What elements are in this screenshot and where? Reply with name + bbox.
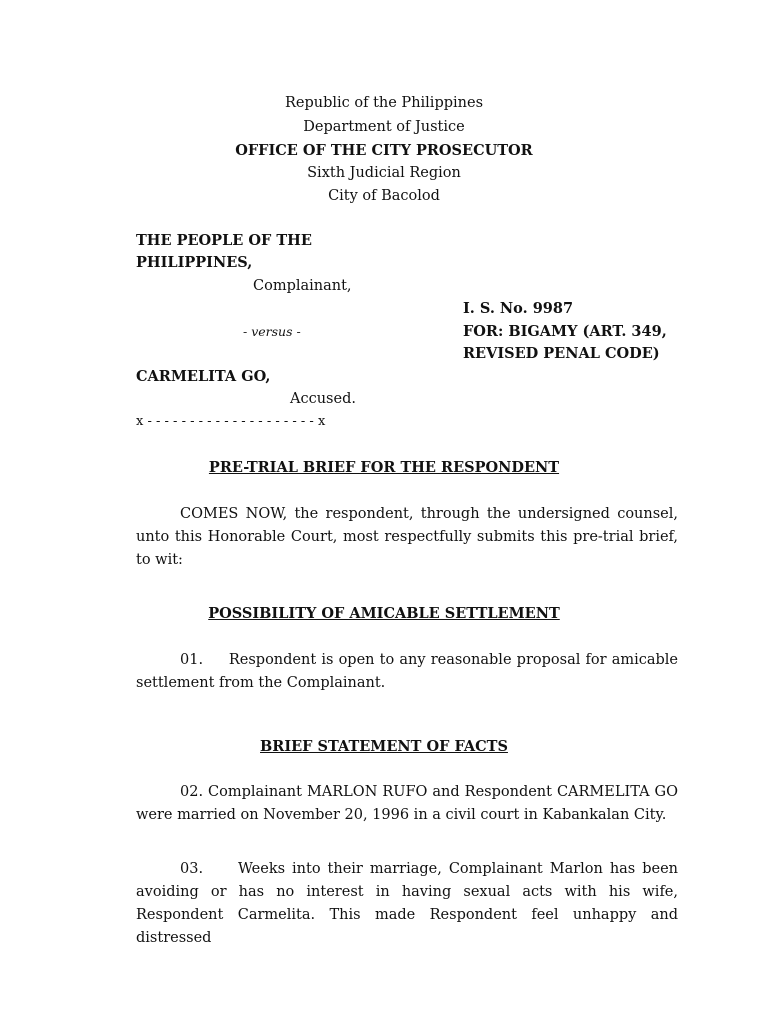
- section-heading-facts: BRIEF STATEMENT OF FACTS: [260, 738, 508, 755]
- header-city: City of Bacolod: [328, 188, 440, 204]
- paragraph-01-number: 01.: [180, 652, 204, 668]
- charge-line2: REVISED PENAL CODE): [463, 345, 660, 362]
- header-office: OFFICE OF THE CITY PROSECUTOR: [235, 142, 533, 159]
- paragraph-02-number: 02.: [180, 784, 204, 800]
- accused-name: CARMELITA GO,: [136, 368, 271, 385]
- charge-line1: FOR: BIGAMY (ART. 349,: [463, 323, 667, 340]
- paragraph-01-text: Respondent is open to any reasonable proposal for amicable settlement from the Complainant.: [136, 652, 679, 691]
- paragraph-01: [136, 649, 678, 695]
- header-republic: Republic of the Philippines: [284, 95, 484, 111]
- section-heading-settlement: POSSIBILITY OF AMICABLE SETTLEMENT: [208, 605, 560, 622]
- accused-role: Accused.: [290, 391, 356, 407]
- header-region: Sixth Judicial Region: [307, 165, 461, 181]
- versus-label: - versus -: [243, 324, 301, 339]
- paragraph-03-text: Weeks into their marriage, Complainant Marlon has been avoiding or has no interest in having sexual acts with his wife, Respondent Carmelita. This made Respondent feel unhappy and distressed: [136, 861, 679, 946]
- case-number: I. S. No. 9987: [463, 300, 574, 317]
- intro-paragraph: [136, 503, 678, 572]
- header-department: Department of Justice: [303, 119, 465, 135]
- brief-title: PRE-TRIAL BRIEF FOR THE RESPONDENT: [208, 459, 560, 476]
- paragraph-03: [136, 858, 678, 950]
- intro-text: COMES NOW, the respondent, through the undersigned counsel, unto this Honorable Court, most respectfully submits this pre-trial brief, to wit:: [136, 506, 678, 568]
- complainant-name-line2: PHILIPPINES,: [136, 254, 253, 271]
- complainant-role: Complainant,: [253, 278, 352, 294]
- complainant-name-line1: THE PEOPLE OF THE: [136, 232, 312, 249]
- paragraph-03-number: 03.: [180, 861, 204, 877]
- paragraph-02: [136, 781, 678, 827]
- caption-separator: x - - - - - - - - - - - - - - - - - - - - x: [136, 414, 326, 429]
- paragraph-02-text: Complainant MARLON RUFO and Respondent CARMELITA GO were married on November 20, 1996 in a civil court in Kabankalan City.: [136, 784, 679, 823]
